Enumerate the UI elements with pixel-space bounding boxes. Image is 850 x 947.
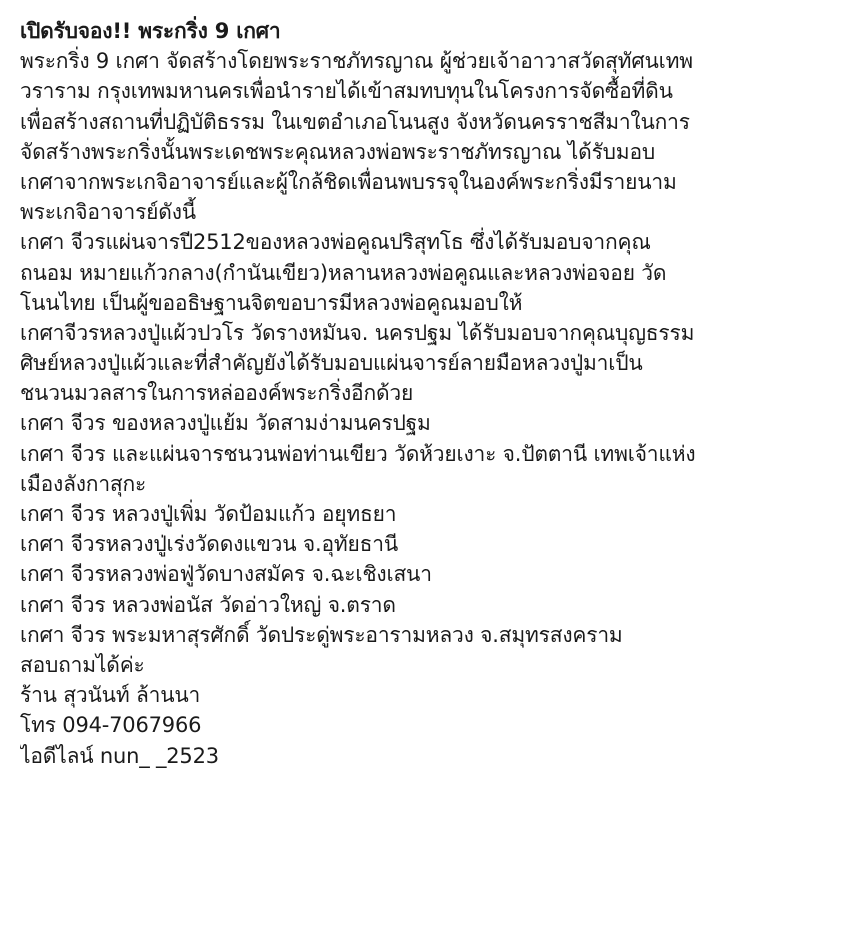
body-line-item-3: เกศา จีวร ของหลวงปู่แย้ม วัดสามง่ามนครปฐม xyxy=(20,411,431,436)
body-line-item-4b: เมืองลังกาสุกะ xyxy=(20,471,147,496)
announcement-post xyxy=(20,16,835,771)
body-line-item-2c: ชนวนมวลสารในการหล่อองค์พระกริ่งอีกด้วย xyxy=(20,381,414,406)
body-line-item-9: เกศา จีวร พระมหาสุรศักดิ์ วัดประดู่พระอารามหลวง จ.สมุทรสงคราม xyxy=(20,622,623,647)
body-line-item-5: เกศา จีวร หลวงปู่เพิ่ม วัดป้อมแก้ว อยุทธยา xyxy=(20,502,397,526)
body-line-item-2b: ศิษย์หลวงปู่แผ้วและที่สำคัญยังได้รับมอบแผ่นจารย์ลายมือหลวงปู่มาเป็น xyxy=(20,351,643,376)
body-line-item-1c: โนนไทย เป็นผู้ขออธิษฐานจิตขอบารมีหลวงพ่อคูณมอบให้ xyxy=(20,290,523,315)
body-line-item-7: เกศา จีวรหลวงพ่อฟู่วัดบางสมัคร จ.ฉะเชิงเสนา xyxy=(20,562,432,587)
body-line-description-1: พระกริ่ง 9 เกศา จัดสร้างโดยพระราชภัทรญาณ ผู้ช่วยเจ้าอาวาสวัดสุทัศนเทพ xyxy=(20,49,693,74)
body-line-item-1a: เกศา จีวรแผ่นจารปี2512ของหลวงพ่อคูณปริสุทโธ ซึ่งได้รับมอบจากคุณ xyxy=(20,230,651,255)
post-title: เปิดรับจอง!! พระกริ่ง 9 เกศา xyxy=(20,19,281,43)
body-line-description-4: จัดสร้างพระกริ่งนั้นพระเดชพระคุณหลวงพ่อพระราชภัทรญาณ ได้รับมอบ xyxy=(20,139,655,164)
body-line-item-1b: ถนอม หมายแก้วกลาง(กำนันเขียว)หลานหลวงพ่อคูณและหลวงพ่อจอย วัด xyxy=(20,260,667,285)
body-line-inquiry: สอบถามได้ค่ะ xyxy=(20,652,145,677)
phone-number: โทร 094-7067966 xyxy=(20,713,202,738)
body-line-description-6: พระเกจิอาจารย์ดังนี้ xyxy=(20,200,196,225)
body-line-description-2: วราราม กรุงเทพมหานครเพื่อนำรายได้เข้าสมทบทุนในโครงการจัดซื้อที่ดิน xyxy=(20,79,673,104)
body-line-description-3: เพื่อสร้างสถานที่ปฏิบัติธรรม ในเขตอำเภอโนนสูง จังหวัดนครราชสีมาในการ xyxy=(20,109,690,134)
body-line-description-5: เกศาจากพระเกจิอาจารย์และผู้ใกล้ชิดเพื่อนพบรรจุในองค์พระกริ่งมีรายนาม xyxy=(20,169,677,194)
body-line-item-6: เกศา จีวรหลวงปู่เร่งวัดดงแขวน จ.อุทัยธานี xyxy=(20,532,399,557)
shop-name: ร้าน สุวนันท์ ล้านนา xyxy=(20,683,201,708)
line-id: ไอดีไลน์ nun_ _2523 xyxy=(20,743,219,768)
body-line-item-4a: เกศา จีวร และแผ่นจารชนวนพ่อท่านเขียว วัดห้วยเงาะ จ.ปัตตานี เทพเจ้าแห่ง xyxy=(20,441,696,466)
body-line-item-2a: เกศาจีวรหลวงปู่แผ้วปวโร วัดรางหมันจ. นครปฐม ได้รับมอบจากคุณบุญธรรม xyxy=(20,320,695,345)
body-line-item-8: เกศา จีวร หลวงพ่อนัส วัดอ่าวใหญ่ จ.ตราด xyxy=(20,592,396,617)
